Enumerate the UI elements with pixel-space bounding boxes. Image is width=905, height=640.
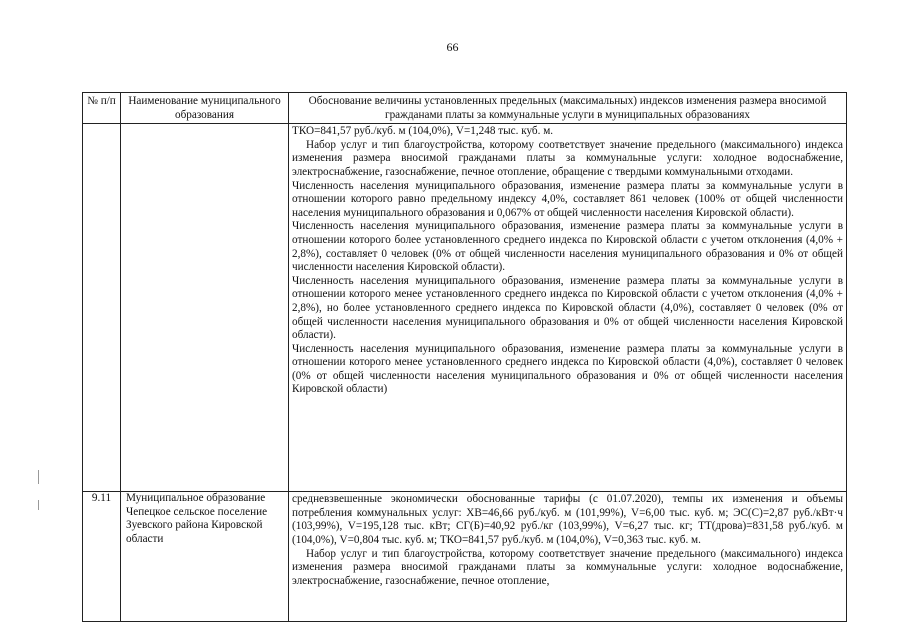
paragraph: Численность населения муниципального образования, изменение размера платы за коммунальные услуги в отношении которого более установленного среднего индекса по Кировской области с учетом отклонения (4,0% + 2,8%), составляет 0 человек (0% от общей численности населения муниципального образования и 0% от общей численности населения Кировской области). xyxy=(292,220,843,274)
header-num: № п/п xyxy=(83,93,121,124)
paragraph: ТКО=841,57 руб./куб. м (104,0%), V=1,248 тыс. куб. м. xyxy=(292,125,554,138)
margin-mark-left-lower xyxy=(38,500,39,510)
paragraph: Набор услуг и тип благоустройства, которому соответствует значение предельного (максимального) индекса изменения размера вносимой гражданами платы за коммунальные услуги: холодное водоснабжение, электроснабжение, газоснабжение, печное отопление, xyxy=(292,547,843,587)
margin-mark-left xyxy=(38,470,39,484)
tariff-table xyxy=(82,92,847,622)
paragraph: Численность населения муниципального образования, изменение размера платы за коммунальные услуги в отношении которого менее установленного среднего индекса по Кировской области (4,0%), составляет 0 человек (0% от общей численности населения муниципального образования и 0% от общей численности населения Кировской области) xyxy=(292,342,843,396)
header-justification: Обоснование величины установленных предельных (максимальных) индексов изменения размера вносимой гражданами платы за коммунальные услуги в муниципальных образованиях xyxy=(289,93,847,124)
row-num xyxy=(83,124,121,492)
row-justification xyxy=(289,492,847,622)
table-row xyxy=(83,124,847,492)
page-number: 66 xyxy=(446,40,459,54)
paragraph: Численность населения муниципального образования, изменение размера платы за коммунальные услуги в отношении которого равно предельному индексу 4,0%, составляет 861 человек (100% от общей численности населения муниципального образования и 0,067% от общей численности населения Кировской области). xyxy=(292,179,843,219)
row-municipality xyxy=(121,124,289,492)
table-row xyxy=(83,492,847,622)
table-header-row xyxy=(83,93,847,124)
paragraph: Численность населения муниципального образования, изменение размера платы за коммунальные услуги в отношении которого менее установленного среднего индекса по Кировской области с учетом отклонения (4,0% + 2,8%), но более установленного среднего индекса по Кировской области (4,0%), составляет 0 человек (0% от общей численности населения муниципального образования и 0% от общей численности населения Кировской области). xyxy=(292,274,843,342)
paragraph: средневзвешенные экономически обоснованные тарифы (с 01.07.2020), темпы их изменения и объемы потребления коммунальных услуг: ХВ=46,66 руб./куб. м (101,99%), V=6,00 тыс. куб. м; ЭС(С)=2,87 руб./кВт·ч (103,99%), V=195,128 тыс. кВт; СГ(Б)=40,92 руб./кг (103,99%), V=6,27 тыс. кг; ТТ(дрова)=831,58 руб./куб. м (104,0%), V=0,804 тыс. куб. м; ТКО=841,57 руб./куб. м (104,0%), V=0,363 тыс. куб. м. xyxy=(292,493,843,546)
paragraph: Набор услуг и тип благоустройства, которому соответствует значение предельного (максимального) индекса изменения размера вносимой гражданами платы за коммунальные услуги: холодное водоснабжение, электроснабжение, газоснабжение, печное отопление, обращение с твердыми коммунальными отходами. xyxy=(292,138,843,178)
header-municipality: Наименование муниципального образования xyxy=(121,93,289,124)
row-justification xyxy=(289,124,847,492)
row-municipality: Муниципальное образование Чепецкое сельское поселение Зуевского района Кировской области xyxy=(121,492,289,622)
row-num: 9.11 xyxy=(83,492,121,622)
